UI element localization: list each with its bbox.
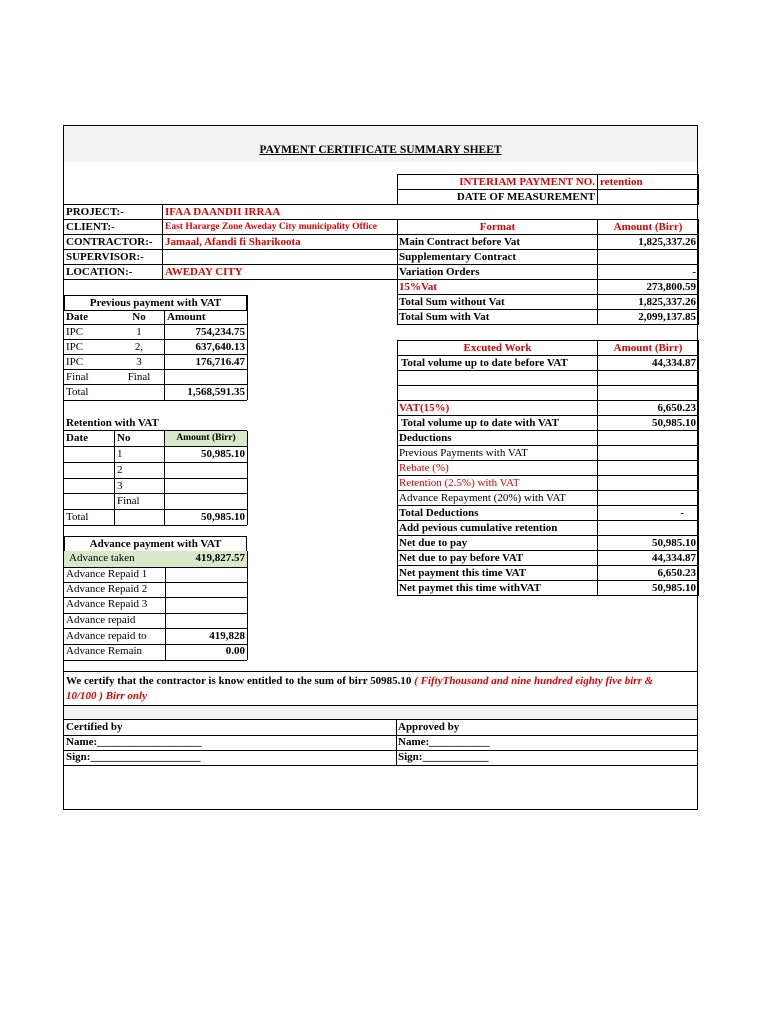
ret-row-no: 2 (117, 464, 123, 476)
prev-row-no: 3 (136, 356, 142, 368)
prev-row-date: IPC (66, 356, 84, 368)
summary-value: 1,825,337.26 (597, 294, 699, 310)
deduction-value: - (597, 505, 699, 521)
certified-sign-line: Sign:____________________ (66, 751, 201, 763)
total-with-vat-label: Total volume up to date with VAT (397, 415, 598, 431)
deduction-label: Net payment this time VAT (397, 565, 598, 581)
ret-total-label: Total (66, 511, 89, 523)
prev-row-no: 1 (136, 326, 142, 338)
prev-row-date: IPC (66, 341, 84, 353)
certified-name-line: Name:___________________ (66, 736, 202, 748)
summary-value: 2,099,137.85 (597, 309, 699, 325)
advance-value: 0.00 (225, 645, 245, 657)
ret-total-value: 50,985.10 (201, 511, 245, 523)
advance-label: Advance repaid to (66, 630, 147, 642)
ret-col-date: Date (66, 432, 88, 444)
deduction-label: Rebate (%) (397, 460, 598, 476)
separator-band (64, 706, 697, 719)
approved-sign-line: Sign:____________ (398, 751, 489, 763)
deduction-label: Retention (2.5%) with VAT (397, 475, 598, 491)
summary-value: 1,825,337.26 (597, 234, 699, 250)
prev-col-amount: Amount (167, 311, 206, 323)
project-label: PROJECT:- (66, 206, 124, 218)
prev-row-date: IPC (66, 326, 84, 338)
approved-name-line: Name:___________ (398, 736, 490, 748)
page-title: PAYMENT CERTIFICATE SUMMARY SHEET (259, 144, 502, 156)
ipc-label: INTERIAM PAYMENT NO. (397, 174, 598, 190)
summary-value (597, 249, 699, 265)
blank-row (597, 370, 699, 386)
retention-title: Retention with VAT (66, 417, 159, 429)
location-value: AWEDAY CITY (165, 266, 243, 278)
deduction-value: 50,985.10 (597, 580, 699, 596)
approved-by-label: Approved by (398, 721, 460, 733)
amount-in-words-cont: 10/100 ) Birr only (66, 690, 147, 702)
prev-row-amount: 176,716.47 (195, 356, 245, 368)
deduction-label: Add pevious cumulative retention (397, 520, 598, 536)
prev-row-date: Final (66, 371, 89, 383)
summary-label: Supplementary Contract (397, 249, 598, 265)
supervisor-label: SUPERVISOR:- (66, 251, 144, 263)
ret-col-no: No (117, 432, 131, 444)
previous-payment-title: Previous payment with VAT (64, 295, 247, 311)
executed-work-header: Excuted Work (397, 340, 598, 356)
summary-value: - (597, 264, 699, 280)
deduction-value (597, 520, 699, 536)
total-before-vat-label: Total volume up to date before VAT (397, 355, 598, 371)
format-header: Format (397, 219, 598, 235)
contractor-value: Jamaal, Afandi fi Sharikoota (165, 236, 301, 248)
prev-row-no: Final (127, 371, 151, 383)
deduction-label: Advance Repayment (20%) with VAT (397, 490, 598, 506)
deduction-value: 50,985.10 (597, 535, 699, 551)
ret-row-no: 1 (117, 448, 123, 460)
advance-label: Advance Repaid 2 (66, 583, 148, 595)
summary-value: 273,800.59 (597, 279, 699, 295)
deduction-label: Previous Payments with VAT (397, 445, 598, 461)
summary-label: Total Sum with Vat (397, 309, 598, 325)
prev-row-amount: 637,640.13 (195, 341, 245, 353)
summary-label: Main Contract before Vat (397, 234, 598, 250)
amount-in-words: ( FiftyThousand and nine hundred eighty five birr & (411, 675, 654, 687)
ret-row-no: 3 (117, 480, 123, 492)
prev-col-no: No (132, 311, 146, 323)
prev-row-date: Total (66, 386, 89, 398)
deduction-label: Net paymet this time withVAT (397, 580, 598, 596)
deductions-empty (597, 430, 699, 446)
contractor-label: CONTRACTOR:- (66, 236, 153, 248)
prev-row-amount: 1,568,591.35 (187, 386, 245, 398)
deduction-label: Total Deductions (397, 505, 598, 521)
summary-label: Variation Orders (397, 264, 598, 280)
advance-label: Advance Repaid 1 (66, 568, 148, 580)
prev-row-amount: 754,234.75 (195, 326, 245, 338)
vat-label: VAT(15%) (397, 400, 598, 416)
prev-row-no: 2, (134, 341, 144, 353)
deduction-label: Net due to pay before VAT (397, 550, 598, 566)
location-label: LOCATION:- (66, 266, 133, 278)
ret-col-amount: Amount (Birr) (165, 431, 247, 446)
summary-label: 15%Vat (397, 279, 598, 295)
advance-label: Advance Remain (66, 645, 143, 657)
client-label: CLIENT:- (66, 221, 115, 233)
ret-row-amount: 50,985.10 (201, 448, 245, 460)
deduction-value (597, 490, 699, 506)
client-value: East Hararge Zone Aweday City municipality Office (165, 222, 377, 232)
executed-amount-header: Amount (Birr) (597, 340, 699, 356)
deduction-value: 44,334.87 (597, 550, 699, 566)
advance-label: Advance repaid (66, 614, 136, 626)
date-of-measurement-label: DATE OF MEASUREMENT (397, 189, 598, 205)
blank-row (397, 385, 598, 401)
vat-value: 6,650.23 (597, 400, 699, 416)
advance-label: Advance Repaid 3 (66, 598, 148, 610)
amount-header: Amount (Birr) (597, 219, 699, 235)
advance-label: Advance taken (64, 551, 165, 567)
deduction-label: Net due to pay (397, 535, 598, 551)
project-value: IFAA DAANDII IRRAA (165, 206, 281, 218)
payment-certificate-sheet (63, 125, 698, 810)
certified-by-label: Certified by (66, 721, 123, 733)
advance-value: 419,828 (209, 630, 245, 642)
deduction-value (597, 460, 699, 476)
prev-col-date: Date (66, 311, 88, 323)
deduction-value (597, 475, 699, 491)
date-of-measurement-value (597, 189, 699, 205)
deduction-value (597, 445, 699, 461)
blank-row (597, 385, 699, 401)
summary-label: Total Sum without Vat (397, 294, 598, 310)
deductions-title: Deductions (397, 430, 598, 446)
deduction-value: 6,650.23 (597, 565, 699, 581)
advance-title: Advance payment with VAT (64, 536, 247, 552)
total-before-vat-value: 44,334.87 (597, 355, 699, 371)
advance-value: 419,827.57 (165, 551, 247, 567)
certify-statement: We certify that the contractor is know entitled to the sum of birr 50985.10 ( FiftyThousand and nine hundred eighty five birr & (66, 675, 654, 687)
blank-row (397, 370, 598, 386)
ipc-value: retention (597, 174, 699, 190)
total-with-vat-value: 50,985.10 (597, 415, 699, 431)
ret-row-no: Final (117, 495, 140, 507)
